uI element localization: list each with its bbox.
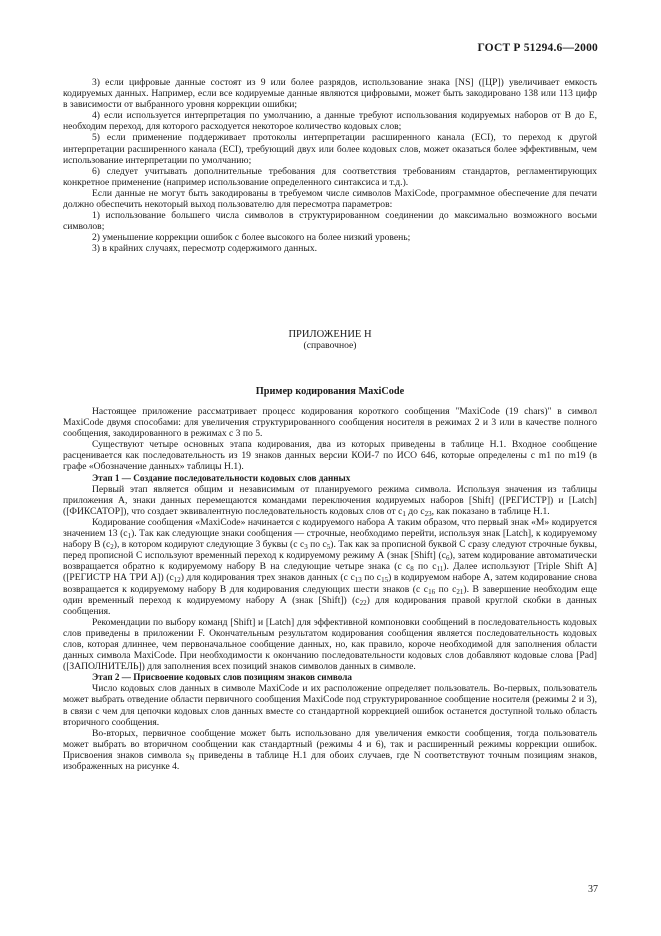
paragraph: Число кодовых слов данных в символе MaxiCode и их расположение определяет пользователь. Во-первых, пользователь может выбрать отведение области первичного сообщения MaxiCode под структурированное сообщение носителя (режимы 2 и 3), в связи с чем для цепочки кодовых слов данных вместе со стандартной коррекцией ошибок останется доступной только область вторичного сообщения. xyxy=(63,683,597,728)
appendix-subtitle: (справочное) xyxy=(303,340,357,352)
appendix-title: ПРИЛОЖЕНИЕ Н xyxy=(288,329,372,340)
list-item: 6) следует учитывать дополнительные требования для соответствия требованиям стандартов, регламентирующих конкретное применение (например использование определенного синтаксиса и т.д.). xyxy=(63,165,597,188)
paragraph: Первый этап является общим и независимым от планируемого режима символа. Используя значения из таблицы приложения А, знаки данных перемещаются командами переключения кодируемых наборов [Shift] ([РЕГИСТР]) и [Latch] ([ФИКСАТОР]), что создает эквивалентную последовательность кодовых слов от $c_1$ до $c_{23}$, как показано в таблице Н.1. xyxy=(63,483,597,518)
paragraph: Кодирование сообщения «MaxiCode» начинается с кодируемого набора А таким образом, что первый знак «M» кодируется значением 13 $(c_1)$. Так как следующие знаки сообщения — строчные, необходимо перейти, используя знак [Latch], к кодируемому набору В $(c_2)$, в котором кодируют следующие 3 буквы (с $c_3$ по $c_5$). Так как за прописной буквой С сразу следуют строчные буквы, перед прописной С используют временный переход к кодируемому режиму А (знак [Shift] $(c_6)$, затем кодирование автоматически возвращается обратно к кодируемому набору В на следующие четыре знака (с $c_8$ по $c_{11}$). Далее используют [Triple Shift A] ([РЕГИСТР НА ТРИ А]) $(c_{12})$ для кодирования трех знаков данных (с $c_{13}$ по $c_{15}$) в кодируемом наборе А, затем кодирование снова возвращается к кодируемому набору В для кодирования следующих шести знаков (с $c_{16}$ по $c_{21}$). В завершение необходим еще один временный переход к кодируемому набору А (знак [Shift]) $(c_{22})$ для кодирования правой круглой скобки в данных сообщения. xyxy=(63,516,598,617)
list-item: 4) если используется интерпретация по умолчанию, а данные требуют использования кодируемых наборов от B до E, необходим переход, для которого расходуется некоторое количество кодовых слов; xyxy=(63,110,597,133)
list-item: 3) в крайних случаях, пересмотр содержимого данных. xyxy=(92,243,318,255)
standard-header: ГОСТ Р 51294.6—2000 xyxy=(477,42,598,54)
stage-heading: Этап 2 — Присвоение кодовых слов позициям знаков символа xyxy=(92,672,352,683)
appendix-heading-block xyxy=(63,386,597,397)
appendix-heading: Пример кодирования MaxiCode xyxy=(255,386,405,397)
list-item: 2) уменьшение коррекции ошибок с более высокого на более низкий уровень; xyxy=(92,232,411,244)
paragraph: Настоящее приложение рассматривает процесс кодирования короткого сообщения "MaxiCode (19 chars)" в символ MaxiCode двумя способами: для увеличения структурированного сообщения носителя в режимах 2 и 3 или в качестве полного сообщения, закодированного в режимах с 3 по 5. xyxy=(63,406,597,440)
paragraph: Существуют четыре основных этапа кодирования, два из которых приведены в таблице Н.1. Входное сообщение расценивается как последовательность из 19 знаков данных версии КОИ-7 по ИСО 646, которые определены с m1 по m19 (в графе «Обозначение данных» таблицы Н.1). xyxy=(63,439,597,473)
page-number: 37 xyxy=(588,884,598,895)
list-item: 3) если цифровые данные состоят из 9 или более разрядов, использование знака [NS] ([ЦР]) увеличивает емкость кодируемых данных. Например, если все кодируемые данные являются цифровыми, может быть закодировано 138 или 113 цифр в зависимости от выбранного уровня коррекции ошибки; xyxy=(63,77,597,111)
appendix-header xyxy=(63,329,597,351)
stage-heading: Этап 1 — Создание последовательности кодовых слов данных xyxy=(92,472,351,483)
list-item: 1) использование большего числа символов в структурированном соединении до максимально возможного восьми символов; xyxy=(63,210,597,233)
paragraph: Во-вторых, первичное сообщение может быть использовано для увеличения емкости сообщения, тогда пользователь может выбрать во вторичном сообщении как стандартный (режимы 4 и 6), так и расширенный режимы коррекции ошибок. Присвоения знаков символа $s_N$ приведены в таблице Н.1 для обоих случаев, где N соответствуют точным позициям знаков, изображенных на рисунке 4. xyxy=(63,727,597,772)
list-top xyxy=(63,77,597,255)
paragraph: Рекомендации по выбору команд [Shift] и [Latch] для эффективной компоновки сообщений в последовательность кодовых слов приведены в приложении F. Окончательным результатом кодирования сообщения является последовательность кодовых слов, которая длиннее, чем первоначальное сообщение данных, но, как правило, короче необходимой для заполнения области данных символа MaxiCode. При необходимости к окончанию последовательности кодовых слов добавляют кодовые слова [Pad] ([ЗАПОЛНИТЕЛЬ]) для заполнения всех позиций знаков символов данных в символе. xyxy=(63,616,597,673)
paragraph: Если данные не могут быть закодированы в требуемом числе символов MaxiCode, программное обеспечение для печати должно обеспечить некоторый выход пользователю для пересмотра параметров: xyxy=(63,187,597,211)
appendix-body xyxy=(63,406,597,772)
list-item: 5) если применение поддерживает протоколы интерпретации расширенного канала (ECI), то переход к другой интерпретации расширенного канала (ECI), требующий двух или более кодовых слов, может оказаться более эффективным, чем использование интерпретации по умолчанию; xyxy=(63,132,597,166)
